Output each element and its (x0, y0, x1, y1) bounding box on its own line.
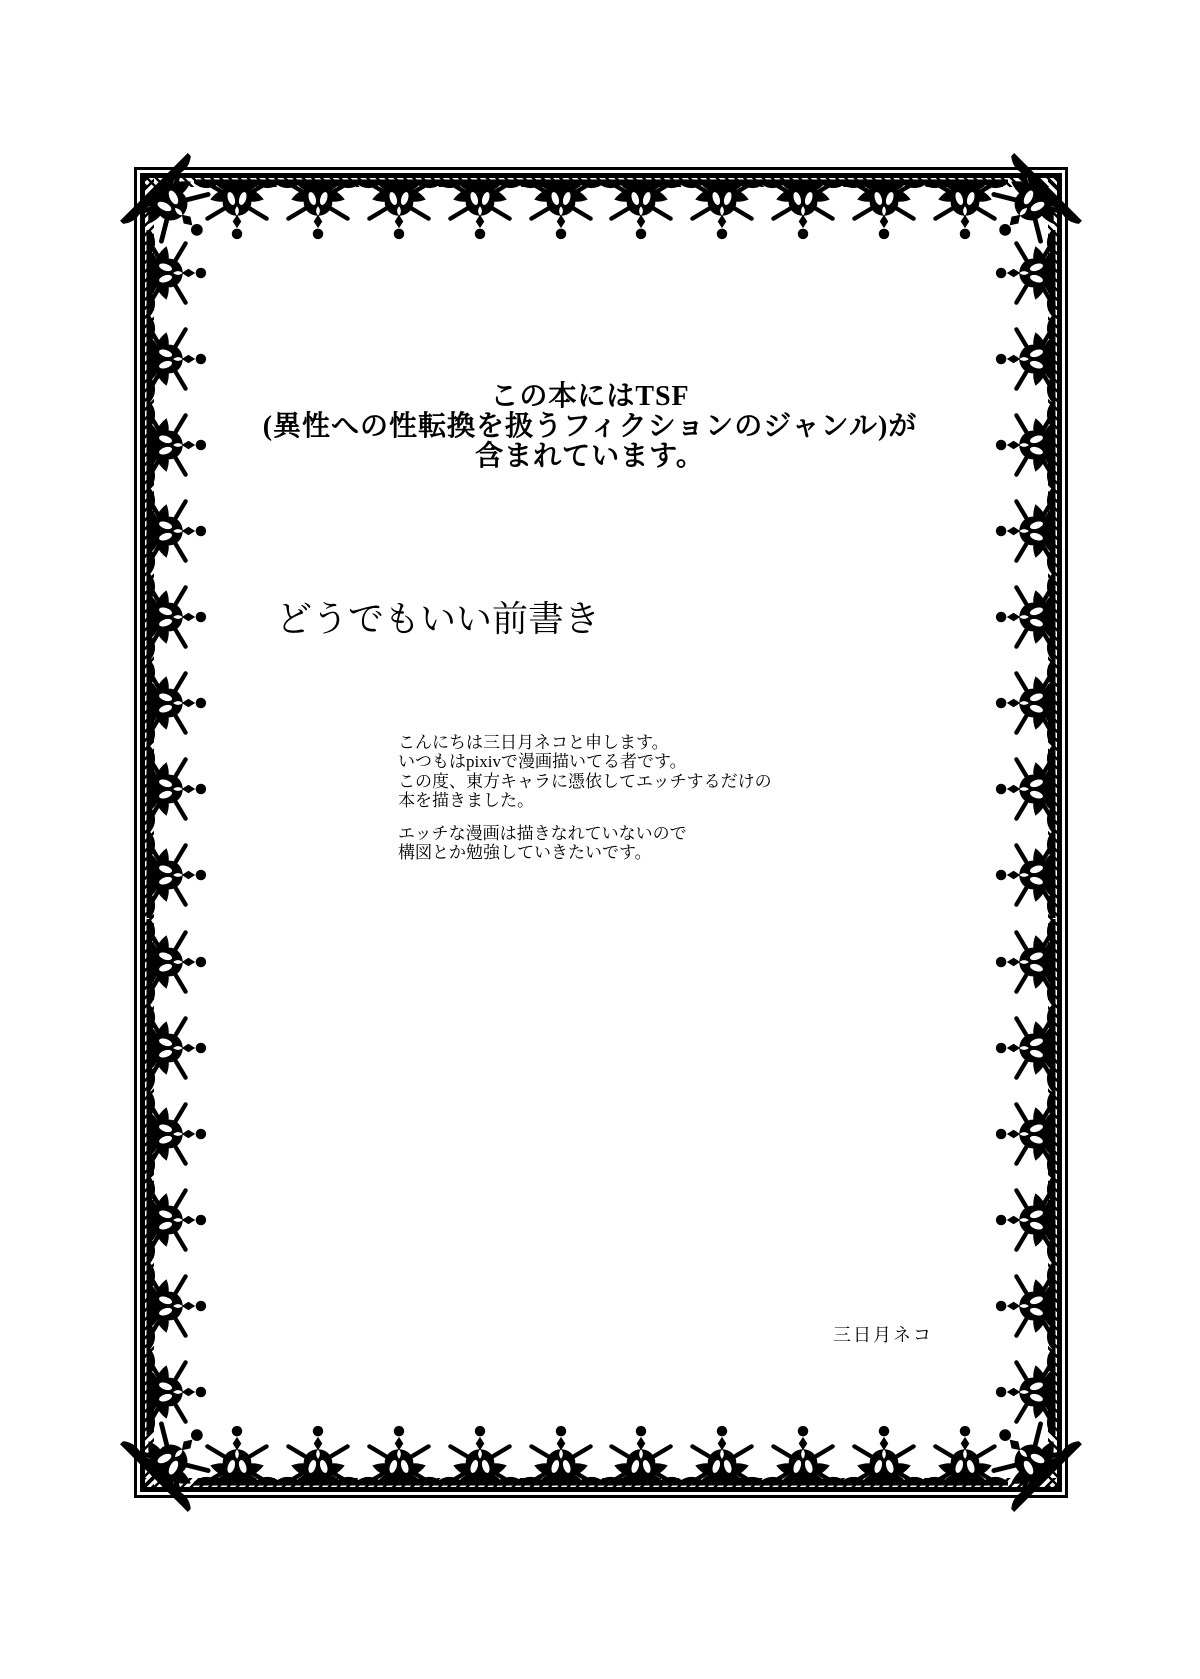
border-motif-cell (145, 919, 209, 1005)
floral-damask-fleuron-icon (679, 178, 765, 242)
floral-damask-fleuron-icon (356, 178, 442, 242)
body-line: エッチな漫画は描きなれていないので (398, 824, 687, 844)
border-motif-cell (601, 1423, 682, 1487)
floral-damask-fleuron-icon (518, 178, 604, 242)
border-motif-cell (145, 1177, 209, 1263)
floral-damask-fleuron-icon (993, 574, 1057, 660)
floral-damask-fleuron-icon (965, 152, 1084, 271)
border-motif-cell (993, 1005, 1057, 1091)
border-motif-cell (439, 1423, 520, 1487)
body-line: 本を描きました。 (398, 790, 534, 810)
content-warning-line: この本にはTSF (490, 381, 690, 412)
border-motif-cell (682, 1423, 763, 1487)
border-motif-cell (993, 488, 1057, 574)
border-motif-cell (993, 1091, 1057, 1177)
preface-paragraph (398, 824, 878, 863)
preface-body (398, 733, 878, 863)
border-corner-top-right (987, 174, 1061, 248)
floral-damask-fleuron-icon (119, 152, 238, 271)
border-motif-cell (993, 919, 1057, 1005)
floral-damask-fleuron-icon (275, 1423, 361, 1487)
border-motif-cell (145, 1263, 209, 1349)
floral-damask-fleuron-icon (145, 1005, 209, 1091)
floral-damask-fleuron-icon (841, 178, 927, 242)
border-motif-cell (145, 574, 209, 660)
content-warning-line: (異性への性転換を扱うフィクションのジャンル)が (262, 411, 918, 442)
body-line: 構図とか勉強していきたいです。 (398, 843, 652, 863)
body-line: この度、東方キャラに憑依してエッチするだけの (398, 771, 772, 791)
floral-damask-fleuron-icon (356, 1423, 442, 1487)
floral-damask-fleuron-icon (437, 1423, 523, 1487)
floral-damask-fleuron-icon (993, 1091, 1057, 1177)
border-motif-cell (145, 488, 209, 574)
border-motif-cell (601, 178, 682, 242)
border-motif-cell (763, 1423, 844, 1487)
preface-paragraph (398, 733, 878, 810)
border-motif-cell (145, 1091, 209, 1177)
border-corner-bottom-left (141, 1417, 215, 1491)
floral-damask-fleuron-icon (993, 1177, 1057, 1263)
floral-damask-fleuron-icon (145, 832, 209, 918)
border-motif-cell (359, 1423, 440, 1487)
border-motif-cell (145, 660, 209, 746)
border-motif-cell (993, 832, 1057, 918)
floral-damask-fleuron-icon (145, 660, 209, 746)
floral-damask-fleuron-icon (145, 919, 209, 1005)
floral-damask-fleuron-icon (760, 1423, 846, 1487)
floral-damask-fleuron-icon (993, 919, 1057, 1005)
floral-damask-fleuron-icon (145, 746, 209, 832)
border-motif-cell (993, 746, 1057, 832)
floral-damask-fleuron-icon (679, 1423, 765, 1487)
floral-damask-fleuron-icon (145, 1091, 209, 1177)
floral-damask-fleuron-icon (145, 1177, 209, 1263)
border-motif-cell (520, 178, 601, 242)
floral-damask-fleuron-icon (145, 1263, 209, 1349)
border-edge-top (197, 178, 1005, 242)
border-motif-cell (520, 1423, 601, 1487)
floral-damask-fleuron-icon (518, 1423, 604, 1487)
floral-damask-fleuron-icon (598, 1423, 684, 1487)
border-edge-bottom (197, 1423, 1005, 1487)
border-corner-top-left (141, 174, 215, 248)
border-motif-cell (993, 660, 1057, 746)
content-warning (170, 382, 1010, 472)
border-motif-cell (763, 178, 844, 242)
border-motif-cell (145, 832, 209, 918)
border-motif-cell (278, 178, 359, 242)
floral-damask-fleuron-icon (598, 178, 684, 242)
floral-damask-fleuron-icon (993, 660, 1057, 746)
content-warning-line: 含まれています。 (475, 441, 705, 472)
floral-damask-fleuron-icon (993, 746, 1057, 832)
floral-damask-fleuron-icon (275, 178, 361, 242)
floral-damask-fleuron-icon (437, 178, 523, 242)
author-signature: 三日月ネコ (833, 1325, 933, 1345)
border-motif-cell (843, 1423, 924, 1487)
floral-damask-fleuron-icon (841, 1423, 927, 1487)
body-line: いつもはpixivで漫画描いてる者です。 (398, 752, 687, 772)
border-motif-cell (682, 178, 763, 242)
body-line: こんにちは三日月ネコと申します。 (398, 733, 669, 752)
border-motif-cell (993, 1177, 1057, 1263)
border-motif-cell (993, 1263, 1057, 1349)
border-motif-cell (145, 746, 209, 832)
floral-damask-fleuron-icon (965, 1395, 1084, 1514)
border-corner-bottom-right (987, 1417, 1061, 1491)
floral-damask-fleuron-icon (993, 1005, 1057, 1091)
border-motif-cell (145, 1005, 209, 1091)
floral-damask-fleuron-icon (145, 574, 209, 660)
border-motif-cell (278, 1423, 359, 1487)
preface-heading: どうでもいい前書き (276, 599, 601, 639)
border-motif-cell (843, 178, 924, 242)
floral-damask-fleuron-icon (119, 1395, 238, 1514)
floral-damask-fleuron-icon (145, 488, 209, 574)
floral-damask-fleuron-icon (760, 178, 846, 242)
floral-damask-fleuron-icon (993, 488, 1057, 574)
border-motif-cell (439, 178, 520, 242)
floral-damask-fleuron-icon (993, 1263, 1057, 1349)
border-motif-cell (993, 574, 1057, 660)
border-motif-cell (359, 178, 440, 242)
floral-damask-fleuron-icon (993, 832, 1057, 918)
